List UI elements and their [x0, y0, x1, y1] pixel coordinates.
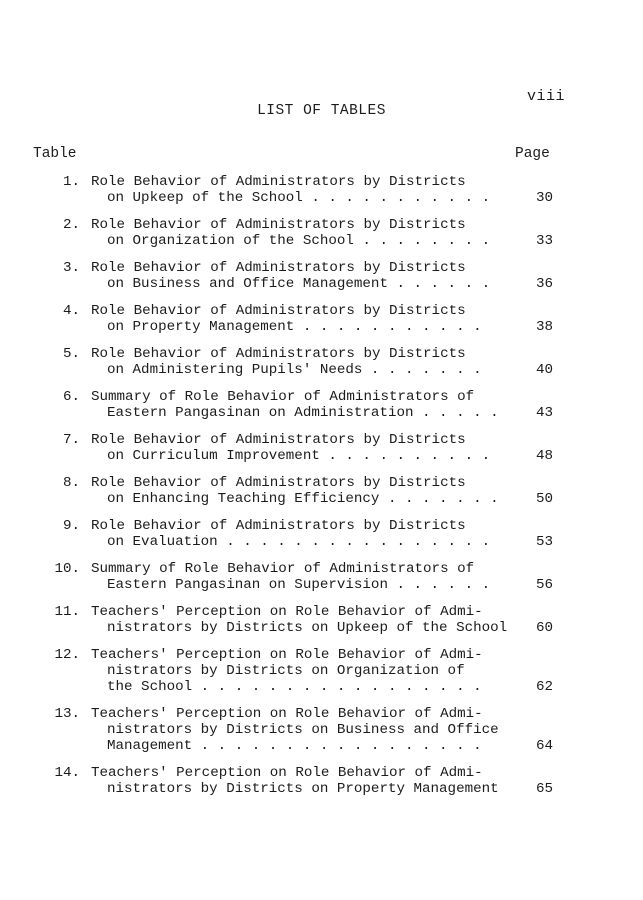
- page-reference: 65: [535, 781, 553, 797]
- table-title-line: Teachers' Perception on Role Behavior of Admi-: [91, 765, 483, 781]
- table-title-line: Role Behavior of Administrators by Districts: [91, 518, 466, 534]
- page-reference: 56: [535, 577, 553, 593]
- list-item: [0, 475, 643, 507]
- table-title-line: Summary of Role Behavior of Administrators of: [91, 389, 475, 405]
- table-title-line: Teachers' Perception on Role Behavior of Admi-: [91, 706, 483, 722]
- table-number: 12.: [54, 647, 80, 663]
- table-title-line: on Business and Office Management . . . . . .: [107, 276, 491, 292]
- page-reference: 40: [535, 362, 553, 378]
- table-number: 13.: [54, 706, 80, 722]
- table-title-line: nistrators by Districts on Business and Office: [107, 722, 499, 738]
- table-title-line: on Administering Pupils' Needs . . . . . . .: [107, 362, 482, 378]
- page-reference: 30: [535, 190, 553, 206]
- table-title-line: on Organization of the School . . . . . . . .: [107, 233, 491, 249]
- table-title-line: Role Behavior of Administrators by Districts: [91, 346, 466, 362]
- table-title-line: nistrators by Districts on Upkeep of the School: [107, 620, 508, 636]
- page-reference: 36: [535, 276, 553, 292]
- list-item: [0, 647, 643, 695]
- list-item: [0, 706, 643, 754]
- table-title-line: on Evaluation . . . . . . . . . . . . . . . .: [107, 534, 491, 550]
- table-number: 9.: [62, 518, 80, 534]
- page-number: viii: [526, 88, 565, 105]
- table-number: 11.: [54, 604, 80, 620]
- table-title-line: on Property Management . . . . . . . . . . .: [107, 319, 482, 335]
- list-item: [0, 561, 643, 593]
- list-item: [0, 389, 643, 421]
- table-title-line: the School . . . . . . . . . . . . . . . . .: [107, 679, 482, 695]
- table-title-line: Role Behavior of Administrators by Districts: [91, 174, 466, 190]
- list-item: [0, 174, 643, 206]
- table-number: 8.: [62, 475, 80, 491]
- list-item: [0, 518, 643, 550]
- table-title-line: Role Behavior of Administrators by Districts: [91, 475, 466, 491]
- page-reference: 48: [535, 448, 553, 464]
- page-reference: 38: [535, 319, 553, 335]
- table-title-line: nistrators by Districts on Organization of: [107, 663, 465, 679]
- table-number: 2.: [62, 217, 80, 233]
- page-title: LIST OF TABLES: [257, 103, 386, 119]
- table-title-line: on Curriculum Improvement . . . . . . . . . .: [107, 448, 491, 464]
- page-reference: 50: [535, 491, 553, 507]
- table-number: 14.: [54, 765, 80, 781]
- table-title-line: on Upkeep of the School . . . . . . . . . . .: [107, 190, 491, 206]
- list-item: [0, 303, 643, 335]
- table-number: 3.: [62, 260, 80, 276]
- table-title-line: Role Behavior of Administrators by Districts: [91, 260, 466, 276]
- table-title-line: Summary of Role Behavior of Administrators of: [91, 561, 475, 577]
- page-reference: 62: [535, 679, 553, 695]
- table-title-line: Teachers' Perception on Role Behavior of Admi-: [91, 604, 483, 620]
- table-number: 4.: [62, 303, 80, 319]
- list-item: [0, 765, 643, 797]
- table-number: 5.: [62, 346, 80, 362]
- list-item: [0, 432, 643, 464]
- column-header-table: Table: [33, 146, 77, 162]
- table-number: 6.: [62, 389, 80, 405]
- table-title-line: Teachers' Perception on Role Behavior of Admi-: [91, 647, 483, 663]
- page-reference: 60: [535, 620, 553, 636]
- table-number: 7.: [62, 432, 80, 448]
- page-reference: 53: [535, 534, 553, 550]
- table-list: [0, 174, 643, 808]
- page-reference: 33: [535, 233, 553, 249]
- page-reference: 64: [535, 738, 553, 754]
- table-title-line: Role Behavior of Administrators by Districts: [91, 217, 466, 233]
- table-title-line: Management . . . . . . . . . . . . . . . . .: [107, 738, 482, 754]
- column-header-page: Page: [515, 146, 550, 162]
- list-item: [0, 604, 643, 636]
- table-title-line: Eastern Pangasinan on Administration . . . . .: [107, 405, 499, 421]
- page-reference: 43: [535, 405, 553, 421]
- table-title-line: Eastern Pangasinan on Supervision . . . . . .: [107, 577, 491, 593]
- table-number: 1.: [62, 174, 80, 190]
- table-number: 10.: [54, 561, 80, 577]
- list-item: [0, 346, 643, 378]
- list-item: [0, 217, 643, 249]
- table-title-line: nistrators by Districts on Property Management: [107, 781, 499, 797]
- table-title-line: Role Behavior of Administrators by Districts: [91, 432, 466, 448]
- table-title-line: on Enhancing Teaching Efficiency . . . . . . .: [107, 491, 499, 507]
- table-title-line: Role Behavior of Administrators by Districts: [91, 303, 466, 319]
- list-item: [0, 260, 643, 292]
